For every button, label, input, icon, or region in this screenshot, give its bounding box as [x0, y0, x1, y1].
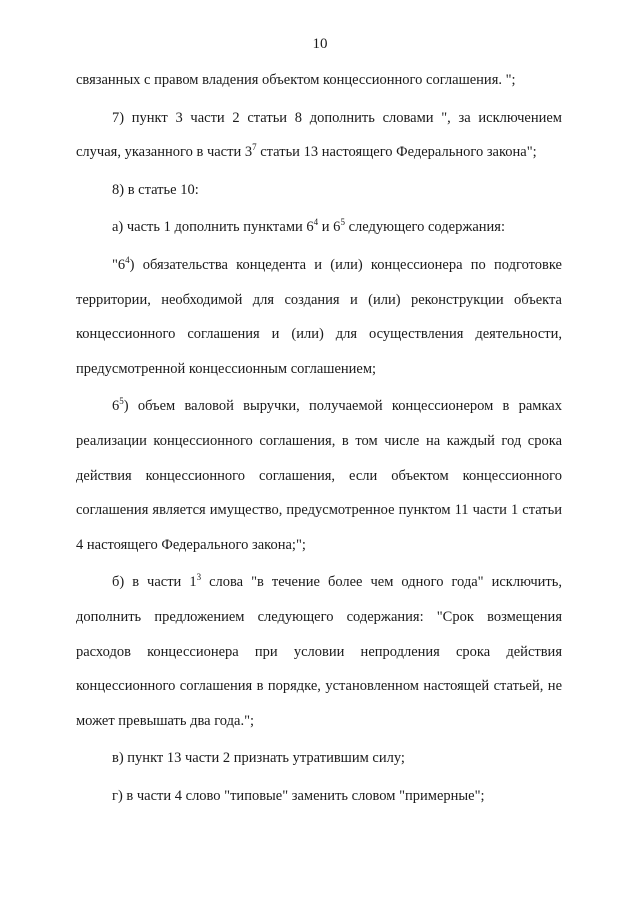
paragraph-continuation: связанных с правом владения объектом концессионного соглашения. "; — [76, 72, 516, 88]
page-number: 10 — [312, 36, 328, 52]
document-body — [76, 63, 562, 813]
paragraph-sub-g: г) в части 4 слово "типовые" заменить словом "примерные"; — [112, 787, 485, 804]
paragraph-item-7: 7) пункт 3 части 2 статьи 8 дополнить словами ", за исключением случая, указанного в части $3^7$ статьи 13 настоящего Федерального закона"; — [76, 109, 562, 161]
paragraph-sub-b: б) в части $1^3$ слова "в течение более чем одного года" исключить, дополнить предложением следующего содержания: "Срок возмещения расходов концессионера при условии непродления срока действия концессионного соглашения в порядке, установленном настоящей статьей, не может превышать два года."; — [76, 572, 562, 729]
paragraph-item-8: 8) в статье 10: — [112, 181, 199, 198]
paragraph-sub-v: в) пункт 13 части 2 признать утратившим силу; — [112, 750, 405, 767]
paragraph-sub-a: а) часть 1 дополнить пунктами $6^4$ и $6^5$ следующего содержания: — [112, 217, 506, 236]
paragraph-point-6-5: $6^5$) объем валовой выручки, получаемой концессионером в рамках реализации концессионного соглашения, в том числе на каждый год срока действия концессионного соглашения, если объектом концессионного соглашения является имущество, предусмотренное пунктом 11 части 1 статьи 4 настоящего Федерального закона;"; — [76, 396, 562, 553]
paragraph-point-6-4: "$6^4$) обязательства концедента и (или) концессионера по подготовке территории, необходимой для создания и (или) реконструкции объекта концессионного соглашения и (или) для осуществления деятельности, предусмотренной концессионным соглашением; — [76, 255, 562, 377]
